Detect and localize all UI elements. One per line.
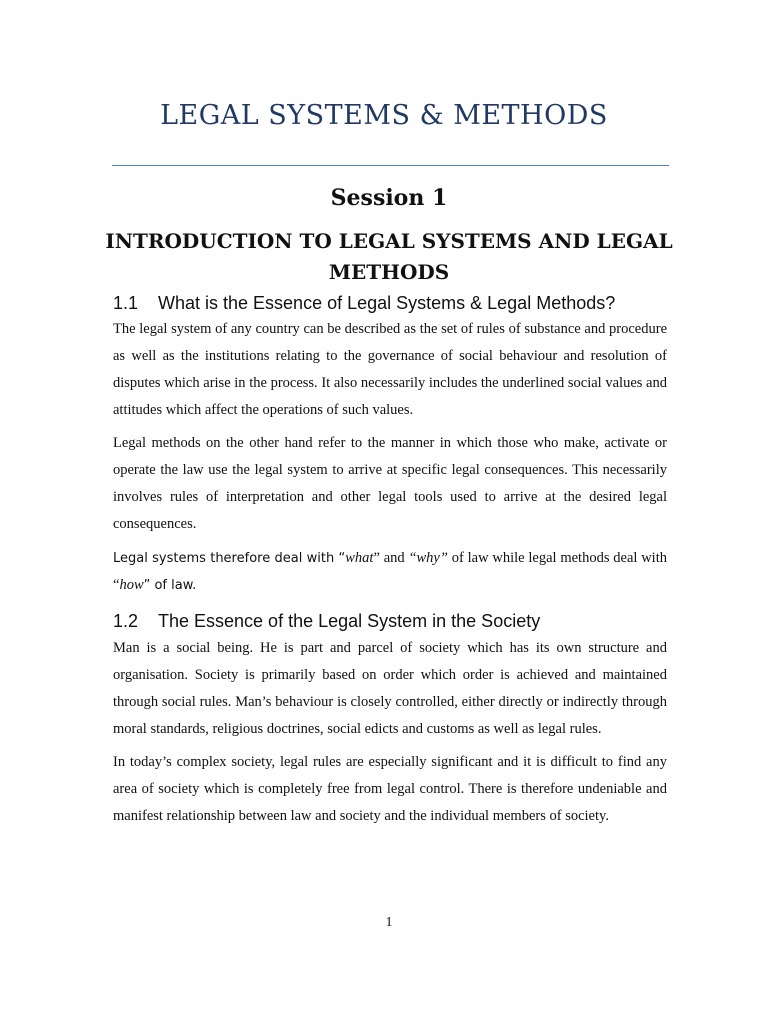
section-heading-1-1 [113, 291, 615, 315]
text-run: of law while legal methods deal with “ [113, 550, 667, 593]
section-title: What is the Essence of Legal Systems & Legal Methods? [158, 293, 616, 313]
text-run: ” and [373, 550, 409, 566]
document-title: LEGAL SYSTEMS & METHODS [160, 100, 608, 131]
section-title: The Essence of the Legal System in the Society [158, 611, 541, 631]
title-divider [112, 165, 669, 166]
section-number: 1.2 [113, 611, 139, 631]
section-heading-1-2 [113, 609, 540, 633]
paragraph: Legal methods on the other hand refer to the manner in which those who make, activate or operate the law use the legal system to arrive at specific legal consequences. This necessarily involves rules of interpretation and other legal tools used to arrive at the desired legal consequences. [113, 435, 667, 532]
session-heading: Session 1 [330, 185, 448, 211]
chapter-title: INTRODUCTION TO LEGAL SYSTEMS AND LEGAL METHODS [105, 229, 673, 284]
paragraph-closing [113, 545, 667, 599]
emphasis-why: “why” [408, 550, 448, 566]
emphasis-what: what [345, 550, 374, 566]
text-run: Legal systems therefore deal with “ [113, 551, 346, 566]
text-run: ” of law. [143, 578, 197, 593]
paragraph: Man is a social being. He is part and parcel of society which has its own structure and organisation. Society is primarily based on order which order is achieved and maintained through social rules. Man’s behaviour is closely controlled, either directly or indirectly through moral standards, religious doctrines, social edicts and customs as well as legal rules. [113, 640, 667, 737]
emphasis-how: how [119, 577, 144, 593]
section-number: 1.1 [113, 293, 139, 313]
page-number: 1 [385, 915, 393, 930]
paragraph: In today’s complex society, legal rules are especially significant and it is difficult to find any area of society which is completely free from legal control. There is therefore undeniable and manifest relationship between law and society and the individual members of society. [113, 754, 667, 824]
paragraph: The legal system of any country can be described as the set of rules of substance and procedure as well as the institutions relating to the governance of social behaviour and resolution of disputes which arise in the process. It also necessarily includes the underlined social values and attitudes which affect the operations of such values. [113, 321, 667, 418]
